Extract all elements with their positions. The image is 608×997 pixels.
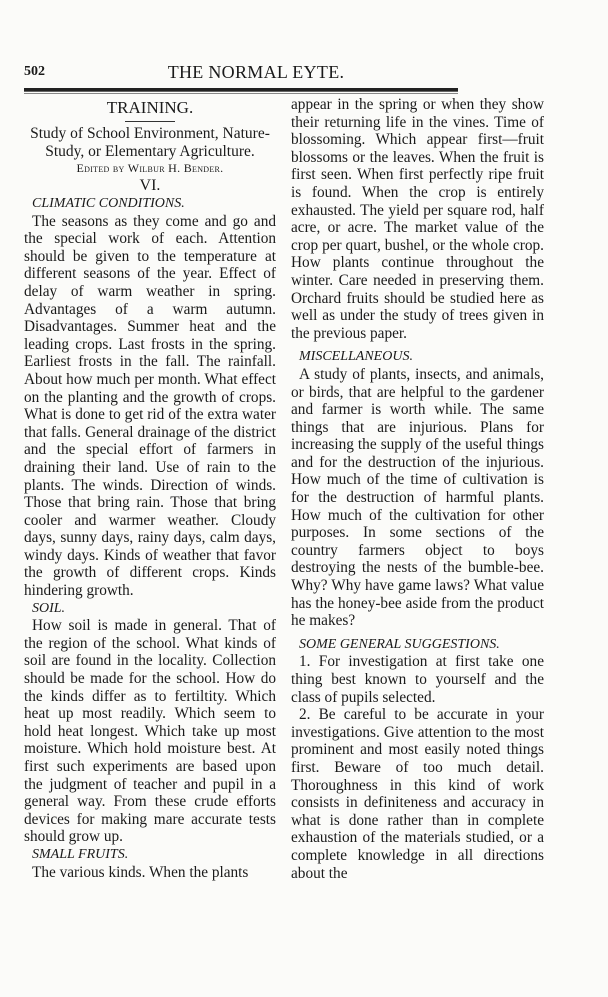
journal-title: THE NORMAL EYTE. [167,62,345,82]
column-left [24,96,276,881]
heading-small-fruits: SMALL FRUITS. [32,846,129,862]
heading-climatic-conditions: CLIMATIC CONDITIONS. [32,196,185,211]
heading-soil: SOIL. [32,600,66,616]
heading-general-suggestions: SOME GENERAL SUGGESTIONS. [299,636,500,652]
article-subtitle-line1: Study of School Environment, Nature- [30,125,270,142]
section-title: TRAINING. [106,98,194,117]
paragraph-small-fruits-cont: appear in the spring or when they show their returning life in the vines. Time of blossoming. Which appear first—fruit blossoms or the leaves. When the fruit is first seen. When first perfectly ripe fruit is found. When the crop is entirely exhausted. The yield per square rod, half acre, or acre. The market value of the crop per quart, bushel, or the whole crop. How plants continue throughout the winter. Care needed in preserving them. Orchard fruits should be studied here as well as under the study of trees given in the previous paper. [291,96,544,342]
editor-credit: Edited by Wilbur H. Bender. [76,161,224,175]
paragraph-small-fruits-start: The various kinds. When the plants [32,863,249,881]
header-rule-thin [24,93,458,94]
article-subtitle-line2: Study, or Elementary Agriculture. [45,143,255,160]
page-number: 502 [24,64,45,79]
part-numeral: VI. [139,177,161,194]
suggestion-1: 1. For investigation at first take one thing best known to yourself and the class of pupils selected. [291,653,544,706]
suggestion-2: 2. Be careful to be accurate in your investigations. Give attention to the most prominent and most easily noted things first. Beware of too much detail. Thoroughness in this kind of work consists in definiteness and accuracy in what is done rather than in complete exhaustion of the materials studied, or a complete knowledge in all directions about the [291,706,544,882]
paragraph-miscellaneous: A study of plants, insects, and animals, or birds, that are helpful to the gardener and farmer is worth while. The same things that are injurious. Plans for increasing the supply of the useful things and for the destruction of the injurious. How much of the time of cultivation is for the destruction of harmful plants. How much of the cultivation for other purposes. In some sections of the country farmers object to boys destroying the nests of the bumble-bee. Why? Why have game laws? What value has the honey-bee aside from the product he makes? [291,365,544,630]
heading-miscellaneous: MISCELLANEOUS. [299,349,413,365]
header-rule [24,88,458,92]
paragraph-climatic-conditions: The seasons as they come and go and the special work of each. Attention should be given to the temperature at different seasons of the year. Effect of delay of warm weather in spring. Advantages of a warm autumn. Disadvantages. Summer heat and the leading crops. Last frosts in the spring. Earliest frosts in the fall. The rainfall. About how much per month. What effect on the planting and the growth of crops. What is done to get rid of the extra water that falls. General drainage of the district and the special effort of farmers in draining their land. Use of rain to the plants. The winds. Direction of winds. Those that bring rain. Those that bring cooler and warmer weather. Cloudy days, sunny days, rainy days, calm days, windy days. Kinds of weather that favor the growth of different crops. Kinds hindering growth. [24,212,276,600]
title-divider [125,121,175,122]
column-right [291,96,544,882]
paragraph-soil: How soil is made in general. That of the region of the school. What kinds of soil are found in the locality. Collection should be made for the school. How do the kinds differ as to fertiltity. Which heat up most readily. Which seem to hold heat longest. Which take up most moisture. Which hold moisture best. At first such experiments are based upon the judgment of teacher and pupil in a general way. From these crude efforts devices for making mare accurate tests should grow up. [24,617,276,846]
running-head [24,62,458,84]
